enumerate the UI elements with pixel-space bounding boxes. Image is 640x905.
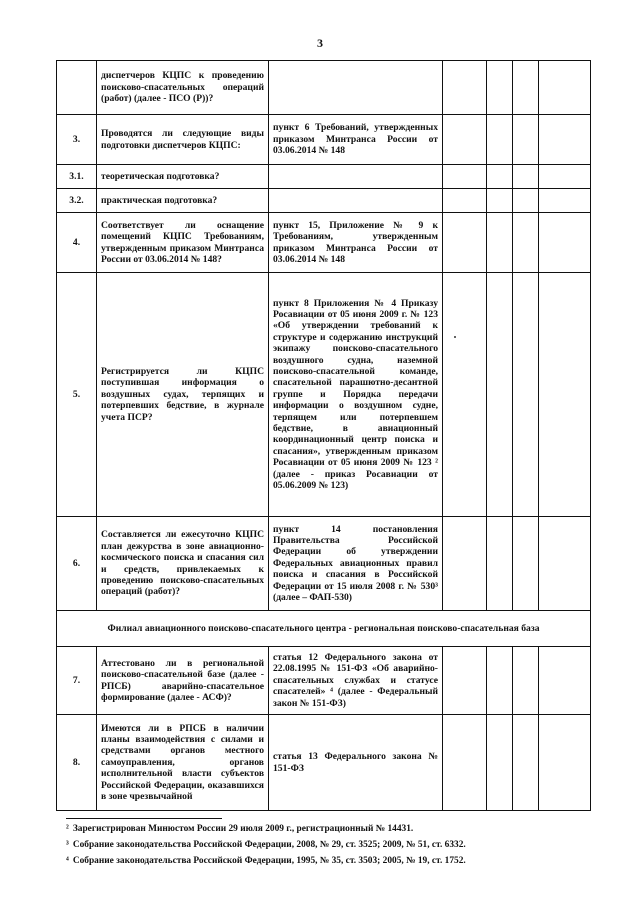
section-heading-row — [57, 611, 591, 647]
answer-cell — [487, 165, 513, 189]
answer-cell — [539, 273, 591, 517]
question-text: диспетчеров КЦПС к проведению поисково-спасательных операций (работ) (далее - ПСО (Р))? — [97, 61, 269, 115]
answer-cell — [539, 115, 591, 165]
table-row — [57, 61, 591, 115]
footnotes — [66, 818, 586, 869]
question-text: практическая подготовка? — [97, 189, 269, 213]
question-text: теоретическая подготовка? — [97, 165, 269, 189]
answer-cell — [539, 165, 591, 189]
row-number: 3.1. — [57, 165, 97, 189]
answer-cell — [443, 273, 487, 517]
footnote-mark: ³ — [66, 840, 69, 850]
scan-speck — [454, 336, 456, 338]
footnote — [66, 853, 586, 869]
row-number: 3. — [57, 115, 97, 165]
question-text: Соответствует ли оснащение помещений КЦПС Требованиям, утвержденным приказом Минтранса России от 03.06.2014 № 148? — [97, 213, 269, 273]
row-number — [57, 61, 97, 115]
row-number: 4. — [57, 213, 97, 273]
row-number: 3.2. — [57, 189, 97, 213]
answer-cell — [539, 189, 591, 213]
legal-basis: статья 13 Федерального закона № 151-ФЗ — [269, 715, 443, 811]
answer-cell — [443, 213, 487, 273]
answer-cell — [487, 213, 513, 273]
answer-cell — [443, 647, 487, 715]
footnote — [66, 837, 586, 853]
answer-cell — [513, 61, 539, 115]
answer-cell — [487, 273, 513, 517]
table-row — [57, 715, 591, 811]
section-heading: Филиал авиационного поисково-спасательного центра - региональная поисково-спасательная база — [57, 611, 591, 647]
legal-basis: пункт 15, Приложение № 9 к Требованиям, утвержденным приказом Минтранса России от 03.06.2014 № 148 — [269, 213, 443, 273]
answer-cell — [487, 189, 513, 213]
legal-basis: статья 12 Федерального закона от 22.08.1995 № 151-ФЗ «Об аварийно-спасательных службах и статусе спасателей» ⁴ (далее - Федеральный закон № 151-ФЗ) — [269, 647, 443, 715]
table-row — [57, 273, 591, 517]
answer-cell — [487, 115, 513, 165]
row-number: 6. — [57, 517, 97, 611]
footnote-mark: ² — [66, 824, 69, 834]
answer-cell — [539, 213, 591, 273]
footnote-text: Собрание законодательства Российской Федерации, 2008, № 29, ст. 3525; 2009, № 51, ст. 6332. — [72, 840, 466, 850]
answer-cell — [513, 273, 539, 517]
question-text: Имеются ли в РПСБ в наличии планы взаимодействия с силами и средствами органов местного самоуправления, органов исполнительной власти субъектов Российской Федерации, оказавшихся в зоне чрезвычайной — [97, 715, 269, 811]
footnote — [66, 821, 586, 837]
table-row — [57, 517, 591, 611]
answer-cell — [539, 61, 591, 115]
legal-basis: пункт 8 Приложения № 4 Приказу Росавиации от 05 июня 2009 г. № 123 «Об утверждении требований к структуре и содержанию инструкций экипажу поисково-спасательного воздушного судна, наземной поисково-спасательной команде, спасательной парашютно-десантной группе и Порядка передачи информации о воздушном судне, терпящем или потерпевшем бедствие, в авиационный координационный центр поиска и спасания», утвержденным приказом Росавиации от 05 июня 2009 № 123 ² (далее - приказ Росавиации от 05.06.2009 № 123) — [269, 273, 443, 517]
footnote-text: Зарегистрирован Минюстом России 29 июля 2009 г., регистрационный № 14431. — [72, 824, 414, 834]
table-row — [57, 647, 591, 715]
page-number: 3 — [317, 36, 323, 50]
answer-cell — [487, 61, 513, 115]
answer-cell — [443, 165, 487, 189]
question-text: Составляется ли ежесуточно КЦПС план дежурства в зоне авиационно-космического поиска и спасания сил и средств, привлекаемых к проведению поисково-спасательных операций (работ)? — [97, 517, 269, 611]
answer-cell — [539, 647, 591, 715]
table-row — [57, 115, 591, 165]
answer-cell — [513, 715, 539, 811]
answer-cell — [513, 189, 539, 213]
answer-cell — [443, 115, 487, 165]
answer-cell — [513, 213, 539, 273]
legal-basis — [269, 165, 443, 189]
question-text: Аттестовано ли в региональной поисково-спасательной базе (далее - РПСБ) аварийно-спасательное формирование (далее - АСФ)? — [97, 647, 269, 715]
table-row — [57, 165, 591, 189]
answer-cell — [539, 715, 591, 811]
legal-basis — [269, 61, 443, 115]
answer-cell — [443, 189, 487, 213]
row-number: 7. — [57, 647, 97, 715]
footnote-text: Собрание законодательства Российской Федерации, 1995, № 35, ст. 3503; 2005, № 19, ст. 1752. — [72, 856, 466, 866]
answer-cell — [443, 61, 487, 115]
legal-basis — [269, 189, 443, 213]
answer-cell — [443, 715, 487, 811]
legal-basis: пункт 6 Требований, утвержденных приказом Минтранса России от 03.06.2014 № 148 — [269, 115, 443, 165]
table-row — [57, 189, 591, 213]
legal-basis: пункт 14 постановления Правительства Российской Федерации об утверждении Федеральных авиационных правил поиска и спасания в Российской Федерации от 15 июля 2008 г. № 530³ (далее – ФАП-530) — [269, 517, 443, 611]
footnote-separator — [66, 818, 222, 819]
answer-cell — [513, 517, 539, 611]
answer-cell — [487, 715, 513, 811]
answer-cell — [487, 647, 513, 715]
question-text: Регистрируется ли КЦПС поступившая информация о воздушных судах, терпящих и потерпевших бедствие, в журнале учета ПСР? — [97, 273, 269, 517]
question-text: Проводятся ли следующие виды подготовки диспетчеров КЦПС: — [97, 115, 269, 165]
row-number: 5. — [57, 273, 97, 517]
answer-cell — [513, 165, 539, 189]
answer-cell — [539, 517, 591, 611]
table-row — [57, 213, 591, 273]
answer-cell — [487, 517, 513, 611]
answer-cell — [513, 115, 539, 165]
inspection-checklist-table — [56, 60, 591, 811]
answer-cell — [443, 517, 487, 611]
footnote-mark: ⁴ — [66, 856, 69, 866]
row-number: 8. — [57, 715, 97, 811]
answer-cell — [513, 647, 539, 715]
